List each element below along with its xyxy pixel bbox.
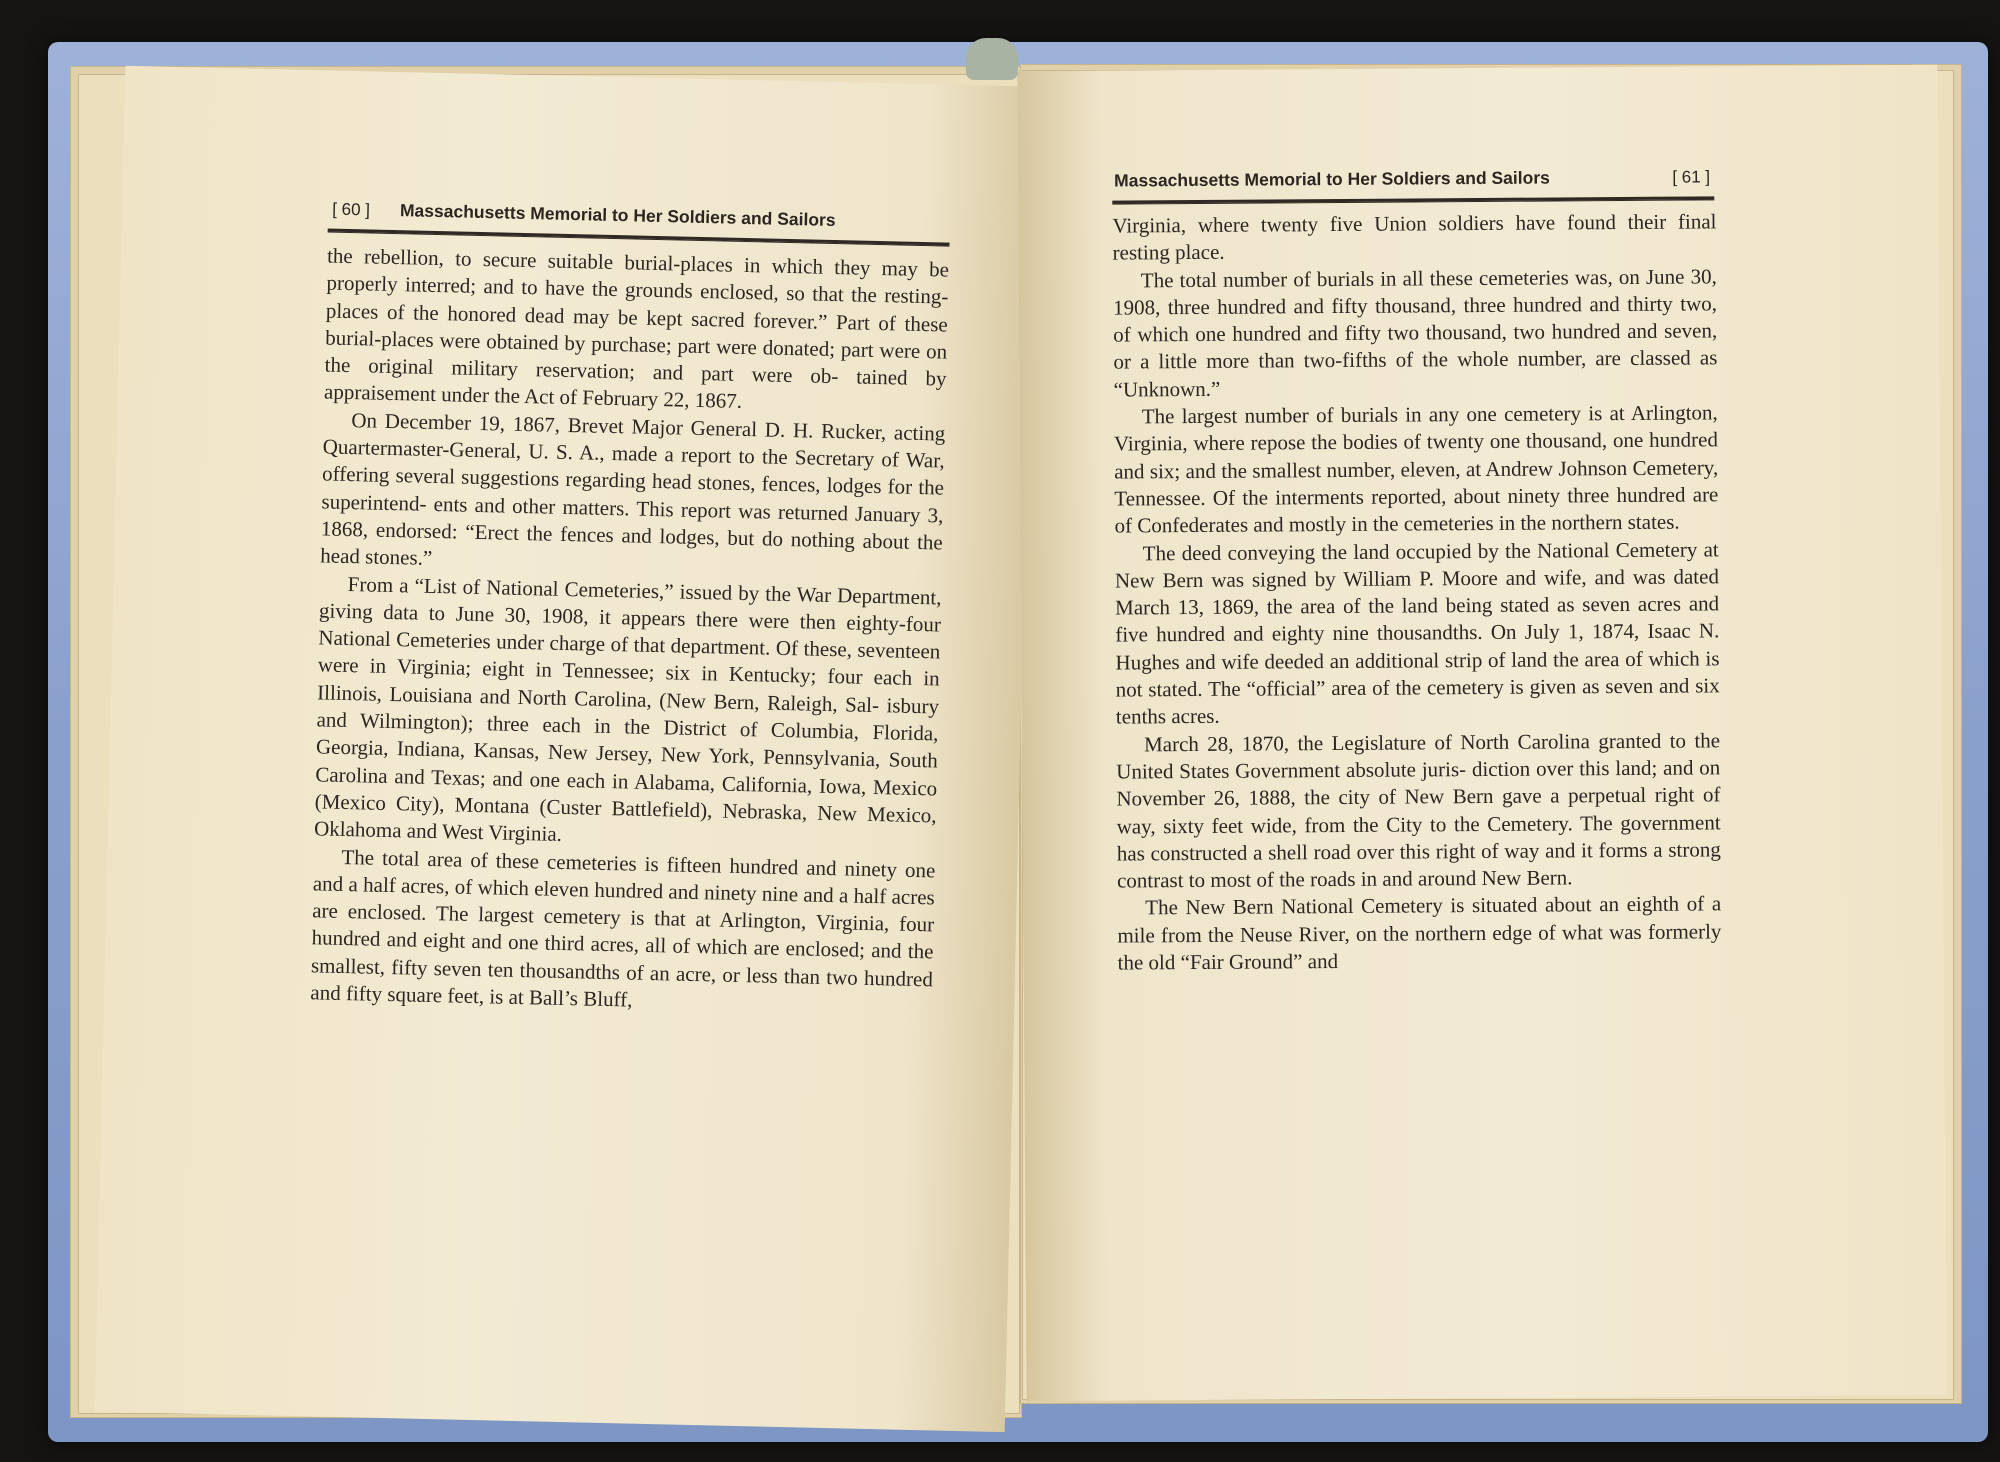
right-page [1017,65,1946,1401]
paragraph: The total number of burials in all these cemeteries was, on June 30, 1908, three hundred and fifty thousand, three hundred and thirty two, of which one hundred and fifty two thousand, two hundred and seven, or a little more than two-fifths of the whole number, are classed as “Unknown.” [1112,263,1718,402]
paragraph: Virginia, where twenty five Union soldiers have found their final resting place. [1112,209,1717,265]
right-page-number: [ 61 ] [1672,167,1711,187]
paragraph: On December 19, 1867, Brevet Major General D. H. Rucker, acting Quartermaster-General, U. S. A., made a report to the Secretary of War, offering several suggestions regarding head stones, fences, lodges for the superintend- ents and other matters. This report was returned January 3, 1868, endorsed: “Erect the fences and lodges, but do nothing about the head stones.” [320,407,946,571]
paragraph: From a “List of National Cemeteries,” issued by the War Department, giving data to June 30, 1908, it appears there were then eighty-four National Cemeteries under charge of that department. Of these, seventeen were in Virginia; eight in Tennessee; six in Kentucky; four each in Illinois, Louisiana and North Carolina, (New Bern, Raleigh, Sal- isbury and Wilmington); three each in the District of Columbia, Florida, Georgia, Indiana, Kansas, New Jersey, New York, Pennsylvania, South Carolina and Texas; and one each in Alabama, California, Iowa, Mexico (Mexico City), Montana (Custer Battlefield), Nebraska, New Mexico, Oklahoma and West Virginia. [313,571,942,847]
paragraph: The New Bern National Cemetery is situated about an eighth of a mile from the Neuse River, on the northern edge of what was formerly the old “Fair Ground” and [1117,891,1722,975]
left-page [95,66,1035,1432]
paragraph: The deed conveying the land occupied by the National Cemetery at New Bern was signed by William P. Moore and wife, and was dated March 13, 1869, the area of the land being stated as seven acres and five hundred and eighty nine thousandths. On July 1, 1874, Isaac N. Hughes and wife deeded an additional strip of land the area of which is not stated. The “official” area of the cemetery is given as seven and six tenths acres. [1114,536,1720,729]
paragraph: the rebellion, to secure suitable burial-places in which they may be properly interred; and to have the grounds enclosed, so that the resting-places of the honored dead may be kept sacred forever.” Part of these burial-places were obtained by purchase; part were donated; part were on the original military reservation; and part were ob- tained by appraisement under the Act of February 22, 1867. [323,243,950,414]
left-page-body [310,242,949,1020]
paragraph: The largest number of burials in any one cemetery is at Arlington, Virginia, where repose the bodies of twenty one thousand, one hundred and six; and the smallest number, eleven, at Andrew Johnson Cemetery, Tennessee. Of the interments reported, about ninety three hundred are of Confederates and mostly in the cemeteries in the northern states. [1113,400,1719,538]
right-running-title: Massachusetts Memorial to Her Soldiers and Sailors [1114,167,1550,191]
right-header-rule [1112,196,1714,204]
left-running-title: Massachusetts Memorial to Her Soldiers and Sailors [399,200,836,231]
paragraph: March 28, 1870, the Legislature of North Carolina granted to the United States Government absolute juris- diction over this land; and on November 26, 1888, the city of New Bern gave a perpetual right of way, sixty feet wide, from the City to the Cemetery. The government has constructed a shell road over this right of way and it forms a strong contrast to most of the roads in and around New Bern. [1116,727,1721,893]
left-running-head [332,199,948,234]
right-running-head [1114,166,1710,191]
ribbon-bookmark [966,38,1018,80]
right-page-body [1112,208,1721,977]
paragraph: The total area of these cemeteries is fifteen hundred and ninety one and a half acres, of which eleven hundred and ninety nine and a half acres are enclosed. The largest cemetery is that at Arlington, Virginia, four hundred and eight and one third acres, all of which are enclosed; and the smallest, fifty seven ten thousandths of an acre, or less than two hundred and fifty square feet, is at Ball’s Bluff, [310,844,936,1012]
left-page-number: [ 60 ] [331,199,371,220]
